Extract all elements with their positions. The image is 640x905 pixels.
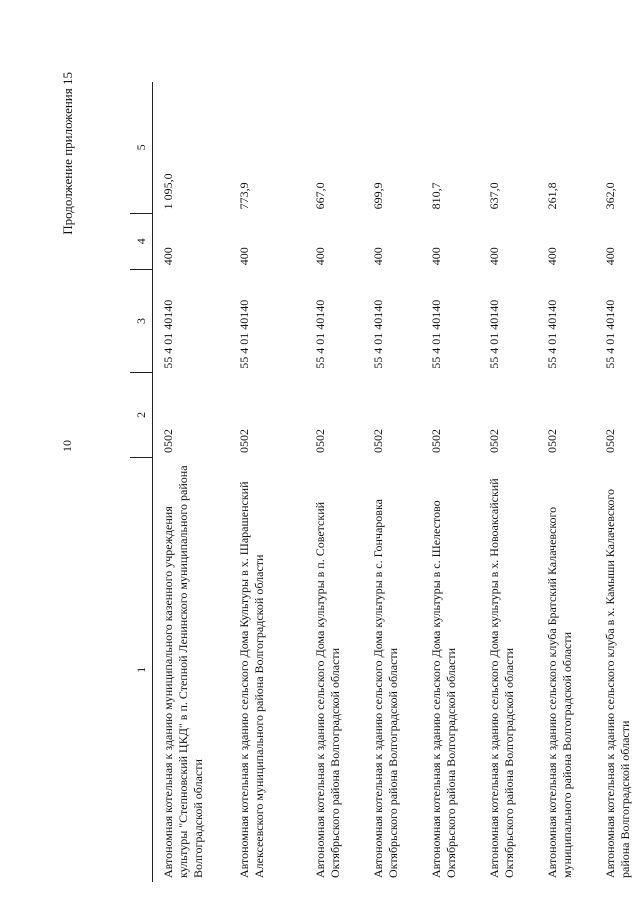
amount: 362,0 [603,182,617,210]
expense-type: 400 [603,247,617,266]
object-name: Автономная котельная к зданию сельского клуба Братский Калачевского муниципального района Волгоградской области [545,506,574,878]
expense-type: 400 [487,247,501,266]
target-code: 55 4 01 40140 [545,299,559,369]
target-code: 55 4 01 40140 [371,299,385,369]
object-name: Автономная котельная к зданию сельского Дома культуры в с. Гончаровка Октябрьского района Волгоградской области [371,499,400,878]
section-code: 0502 [313,429,327,454]
target-code: 55 4 01 40140 [429,299,443,369]
target-code: 55 4 01 40140 [603,299,617,369]
continuation-label: Продолжение приложения 15 [60,72,75,235]
column-header: 2 [130,373,153,457]
table-row [595,82,640,882]
table-row [363,82,421,882]
object-name: Автономная котельная к зданию сельского Дома культуры в х. Новоаксайский Октябрьского района Волгоградской области [487,478,516,878]
target-code: 55 4 01 40140 [237,299,251,369]
page-number: 10 [60,440,74,452]
column-header: 5 [130,82,153,213]
column-header: 4 [130,213,153,269]
section-code: 0502 [161,429,175,454]
object-name: Автономная котельная к зданию сельского Дома культуры в с. Шелестово Октябрьского района Волгоградской области [429,500,458,878]
object-name: Автономная котельная к зданию муниципального казенного учреждения культуры "Степновский ЦКД" в п. Степной Ленинского муниципального района Волгоградской области [161,465,205,878]
amount: 667,0 [313,182,327,210]
target-code: 55 4 01 40140 [313,299,327,369]
section-code: 0502 [237,429,251,454]
expense-type: 400 [161,247,175,266]
expense-type: 400 [545,247,559,266]
object-name: Автономная котельная к зданию сельского Дома культуры в п. Советский Октябрьского района Волгоградской области [313,501,342,878]
object-name: Автономная котельная к зданию сельского клуба в х. Камыши Калачевского района Волгоградской области [603,488,632,878]
table-row [421,82,479,882]
amount: 1 095,0 [161,173,175,210]
table-row [305,82,363,882]
section-code: 0502 [487,429,501,454]
section-code: 0502 [429,429,443,454]
header-row [130,82,153,882]
object-name: Автономная котельная к зданию сельского Дома Культуры в х. Шарашенский Алексеевского муниципального района Волгоградской области [237,481,266,878]
expense-type: 400 [237,247,251,266]
column-header: 1 [130,457,153,882]
amount: 261,8 [545,182,559,210]
table-row [229,82,305,882]
amount: 773,9 [237,182,251,210]
expense-type: 400 [313,247,327,266]
section-code: 0502 [603,429,617,454]
section-code: 0502 [371,429,385,454]
column-header: 3 [130,269,153,372]
rotated-content [60,22,632,882]
table-row [479,82,537,882]
table-row [153,82,230,882]
expense-type: 400 [371,247,385,266]
appendix-table [130,82,640,882]
target-code: 55 4 01 40140 [161,299,175,369]
amount: 810,7 [429,182,443,210]
amount: 637,0 [487,182,501,210]
expense-type: 400 [429,247,443,266]
amount: 699,9 [371,182,385,210]
table-row [537,82,595,882]
section-code: 0502 [545,429,559,454]
target-code: 55 4 01 40140 [487,299,501,369]
